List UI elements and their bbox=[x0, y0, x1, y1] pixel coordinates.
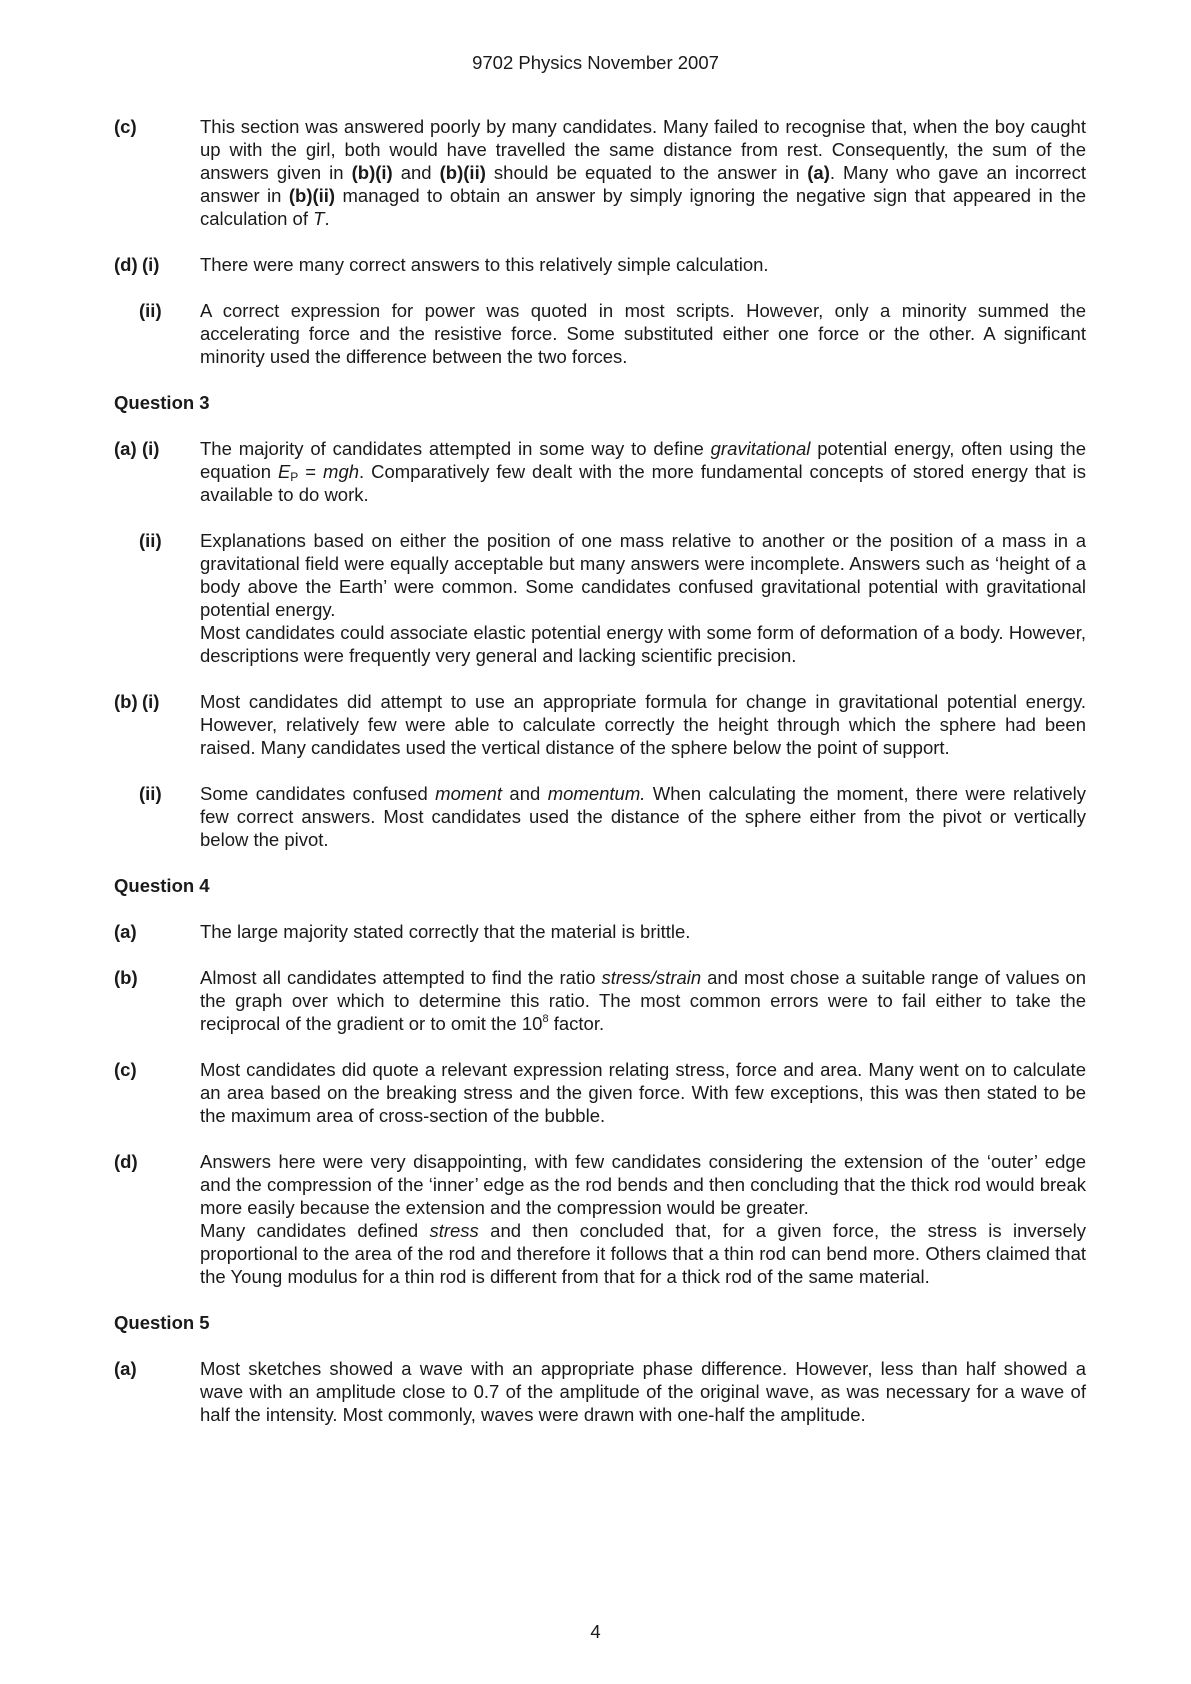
q2-part-c bbox=[114, 115, 1086, 230]
question-3-heading: Question 3 bbox=[114, 392, 210, 413]
part-label: (c) bbox=[114, 1059, 137, 1080]
page-content bbox=[114, 115, 1086, 1449]
q2-part-d-ii bbox=[114, 299, 1086, 368]
part-text: The large majority stated correctly that the material is brittle. bbox=[200, 921, 691, 942]
question-5-heading: Question 5 bbox=[114, 1312, 210, 1333]
part-text: There were many correct answers to this relatively simple calculation. bbox=[200, 254, 769, 275]
part-text: Most candidates did attempt to use an appropriate formula for change in gravitational potential energy. However, relatively few were able to calculate correctly the height through which the sphere had been raised. Many candidates used the vertical distance of the sphere below the point of support. bbox=[200, 691, 1086, 758]
part-text: The majority of candidates attempted in some way to define gravitational potential energy, often using the equation $E_P$ = mgh. Comparatively few dealt with the more fundamental concepts of stored energy that is available to do work. bbox=[200, 438, 1086, 505]
q3-part-a-ii bbox=[114, 529, 1086, 667]
part-text: Almost all candidates attempted to find the ratio stress/strain and most chose a suitable range of values on the graph over which to determine this ratio. The most common errors were to fail either to take the reciprocal of the gradient or to omit the $10^8$ factor. bbox=[200, 967, 1086, 1034]
part-text: Most sketches showed a wave with an appropriate phase difference. However, less than half showed a wave with an amplitude close to 0.7 of the amplitude of the original wave, as was necessary for a wave of half the intensity. Most commonly, waves were drawn with one-half the amplitude. bbox=[200, 1358, 1086, 1425]
part-text: Answers here were very disappointing, with few candidates considering the extension of the ‘outer’ edge and the compression of the ‘inner’ edge as the rod bends and then concluding that the thick rod would break more easily because the extension and the compression would be greater. Many candidates defined stress and then concluded that, for a given force, the stress is inversely proportional to the area of the rod and therefore it follows that a thin rod can bend more. Others claimed that the Young modulus for a thin rod is different from that for a thick rod of the same material. bbox=[200, 1151, 1086, 1287]
part-label: (c) bbox=[114, 116, 137, 137]
q2-part-d-i bbox=[114, 253, 1086, 276]
part-text: Some candidates confused moment and momentum. When calculating the moment, there were relatively few correct answers. Most candidates used the distance of the sphere either from the pivot or vertically below the pivot. bbox=[200, 783, 1086, 850]
q3-part-b-i bbox=[114, 690, 1086, 759]
page-number: 4 bbox=[590, 1621, 601, 1642]
q5-part-a bbox=[114, 1357, 1086, 1426]
page-header: 9702 Physics November 2007 bbox=[472, 52, 719, 73]
part-label: (a) (i) bbox=[114, 438, 160, 459]
part-text: Explanations based on either the position of one mass relative to another or the position of a mass in a gravitational field were equally acceptable but many answers were incomplete. Answers such as ‘height of a body above the Earth’ were common. Some candidates confused gravitational potential with gravitational potential energy. Most candidates could associate elastic potential energy with some form of deformation of a body. However, descriptions were frequently very general and lacking scientific precision. bbox=[200, 530, 1086, 666]
part-label: (ii) bbox=[139, 300, 162, 321]
part-label: (b) bbox=[114, 967, 138, 988]
q4-part-c bbox=[114, 1058, 1086, 1127]
q3-part-a-i bbox=[114, 437, 1086, 506]
part-text: Most candidates did quote a relevant expression relating stress, force and area. Many went on to calculate an area based on the breaking stress and the given force. With few exceptions, this was then stated to be the maximum area of cross-section of the bubble. bbox=[200, 1059, 1086, 1126]
q4-part-b bbox=[114, 966, 1086, 1035]
q4-part-d bbox=[114, 1150, 1086, 1288]
q3-part-b-ii bbox=[114, 782, 1086, 851]
part-label: (b) (i) bbox=[114, 691, 160, 712]
q4-part-a bbox=[114, 920, 1086, 943]
question-4-heading: Question 4 bbox=[114, 875, 210, 896]
part-text: A correct expression for power was quoted in most scripts. However, only a minority summed the accelerating force and the resistive force. Some substituted either one force or the other. A significant minority used the difference between the two forces. bbox=[200, 300, 1086, 367]
part-label: (d) bbox=[114, 1151, 138, 1172]
part-label: (ii) bbox=[139, 530, 162, 551]
part-label: (a) bbox=[114, 921, 137, 942]
part-text: This section was answered poorly by many candidates. Many failed to recognise that, when the boy caught up with the girl, both would have travelled the same distance from rest. Consequently, the sum of the answers given in (b)(i) and (b)(ii) should be equated to the answer in (a). Many who gave an incorrect answer in (b)(ii) managed to obtain an answer by simply ignoring the negative sign that appeared in the calculation of T. bbox=[200, 116, 1086, 229]
part-label: (a) bbox=[114, 1358, 137, 1379]
part-label: (d) (i) bbox=[114, 254, 160, 275]
part-label: (ii) bbox=[139, 783, 162, 804]
